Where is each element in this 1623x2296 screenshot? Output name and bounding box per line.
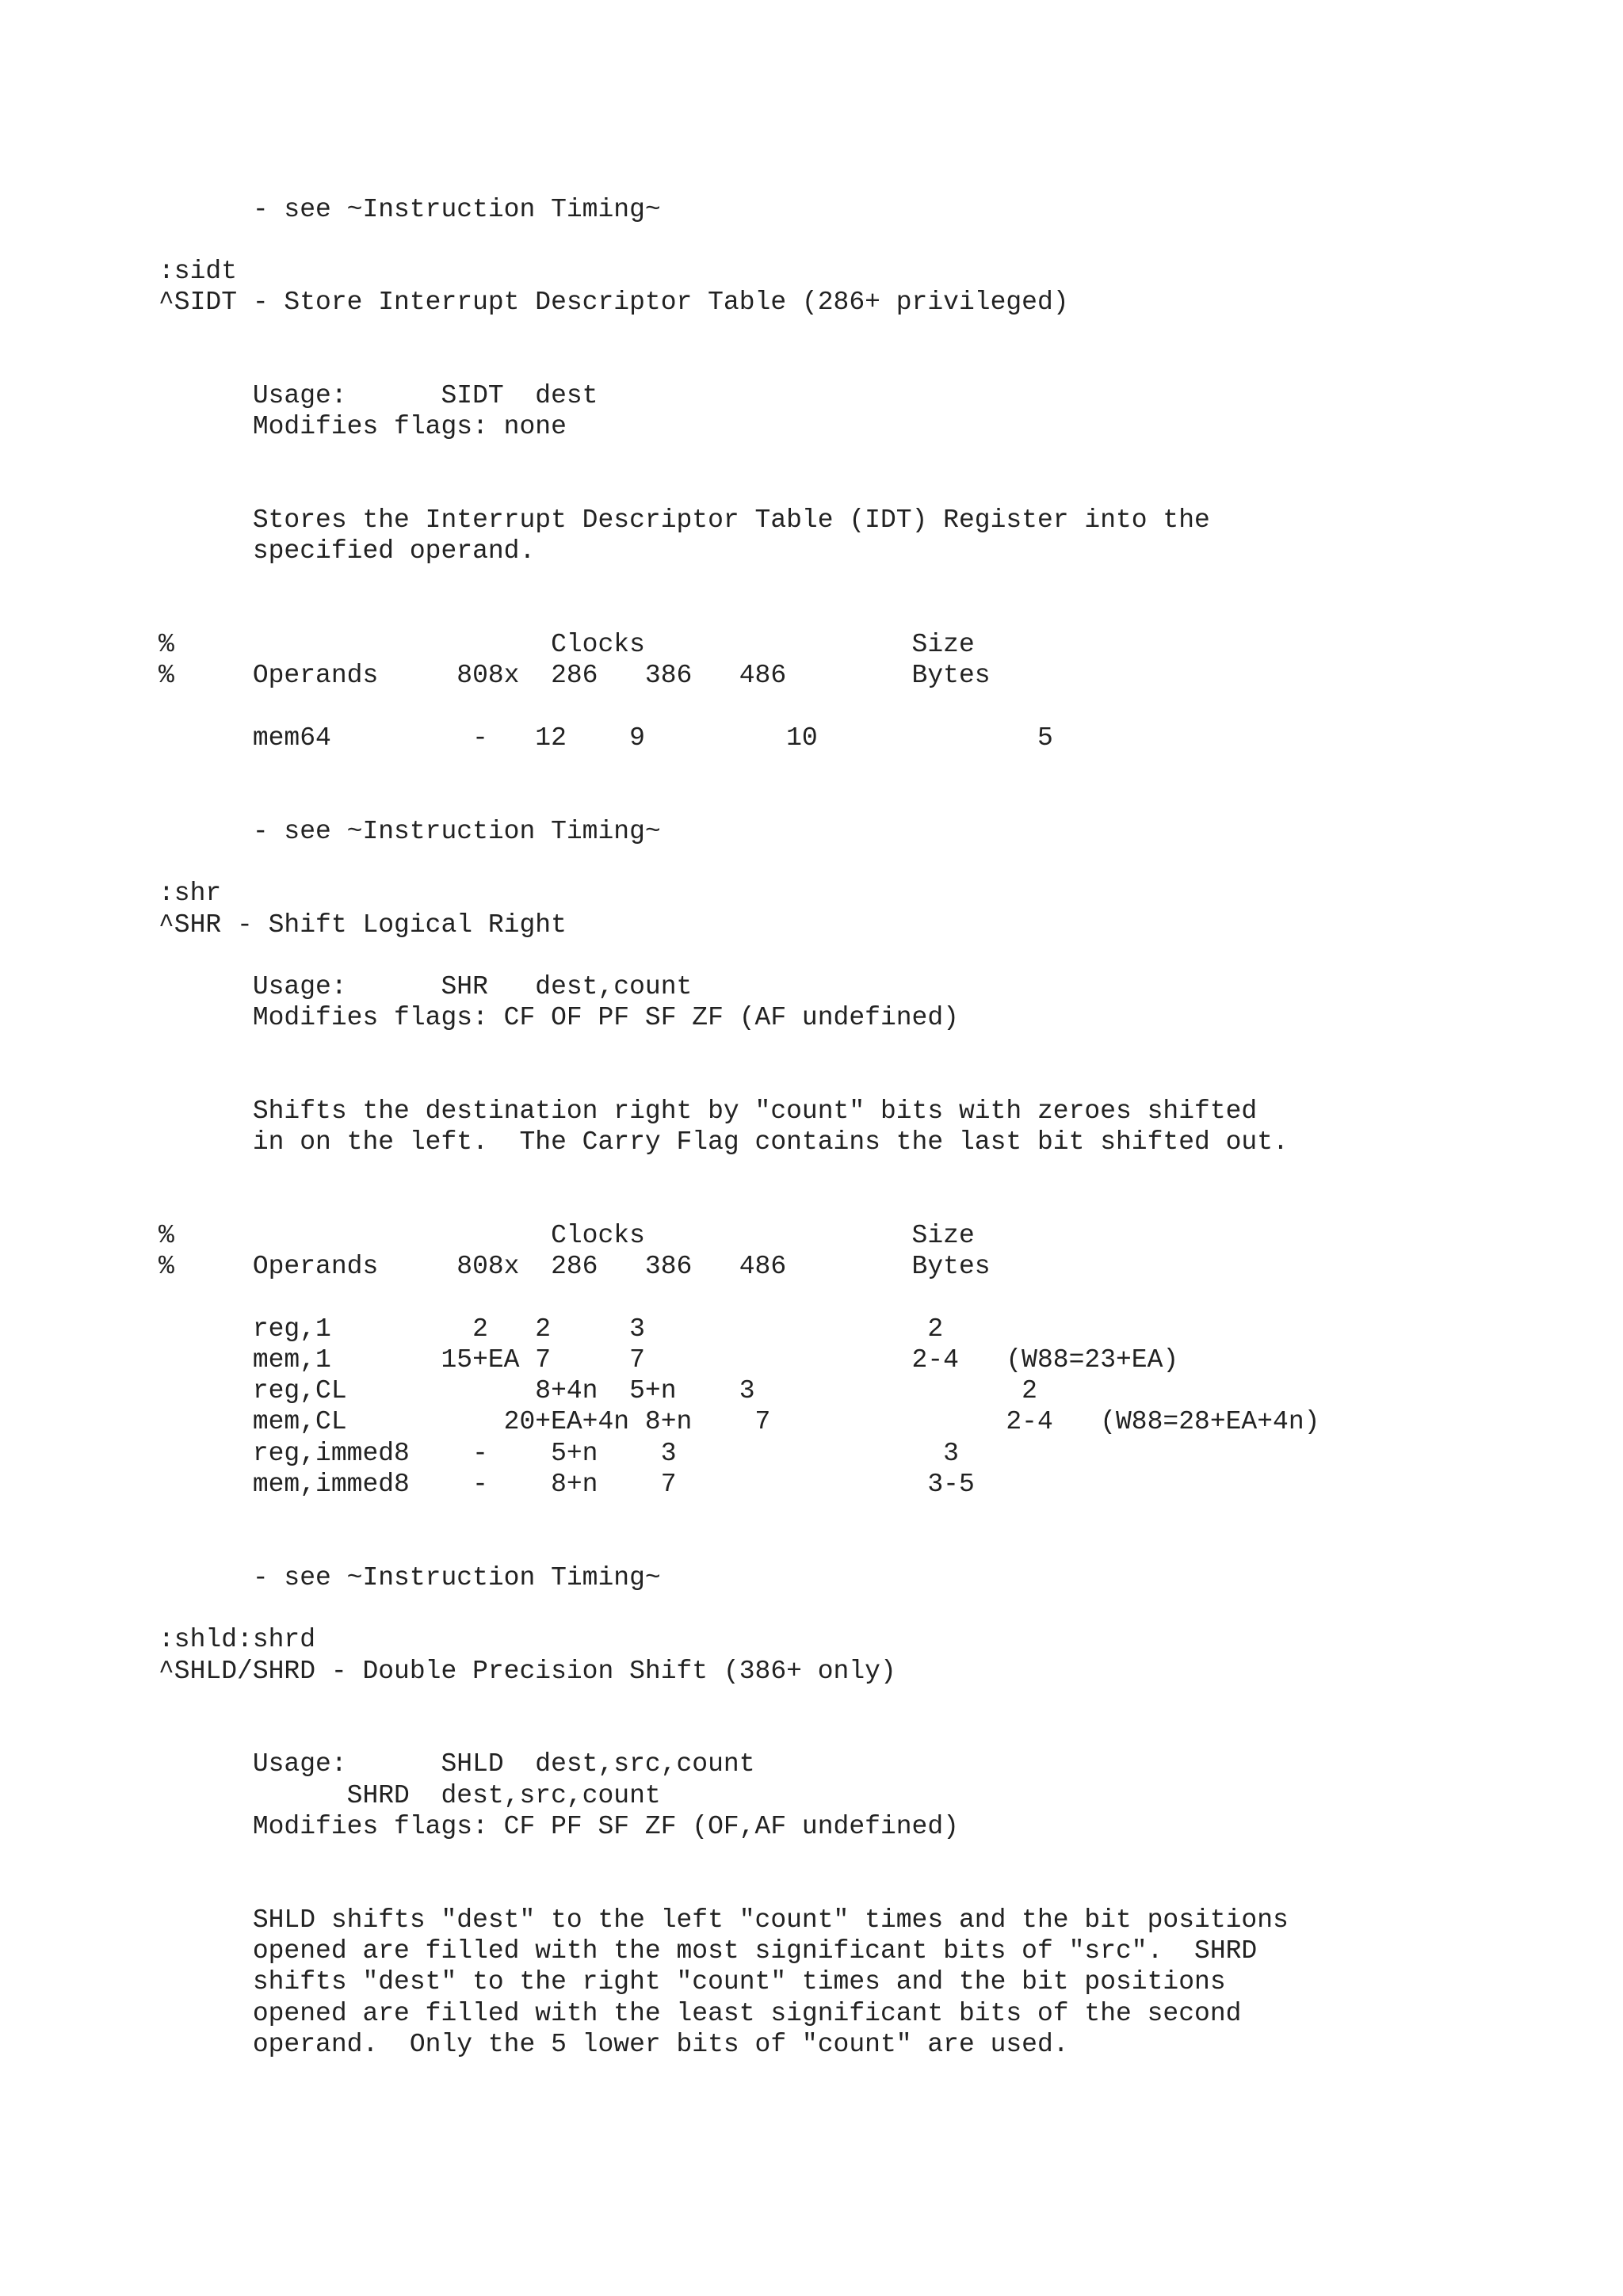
timing-row-shr-memcl: mem,CL 20+EA+4n 8+n 7 2-4 (W88=28+EA+4n): [158, 1407, 1320, 1436]
description-shld-5: operand. Only the 5 lower bits of "count" are used.: [158, 2030, 1069, 2059]
description-shld-4: opened are filled with the least significant bits of the second: [158, 1999, 1242, 2028]
flags-sidt: Modifies flags: none: [158, 412, 567, 441]
see-also-timing-1: - see ~Instruction Timing~: [158, 195, 661, 224]
timing-row-shr-reg1: reg,1 2 2 3 2: [158, 1314, 944, 1344]
heading-sidt: ^SIDT - Store Interrupt Descriptor Table (286+ privileged): [158, 288, 1069, 317]
topic-tag-shld-shrd: :shld:shrd: [158, 1625, 316, 1654]
description-sidt-1: Stores the Interrupt Descriptor Table (IDT) Register into the: [158, 505, 1210, 535]
description-shld-3: shifts "dest" to the right "count" times and the bit positions: [158, 1967, 1226, 1997]
flags-shld-shrd: Modifies flags: CF PF SF ZF (OF,AF undefined): [158, 1812, 959, 1841]
heading-shr: ^SHR - Shift Logical Right: [158, 910, 567, 940]
description-sidt-2: specified operand.: [158, 536, 536, 566]
timing-row-shr-mem1: mem,1 15+EA 7 7 2-4 (W88=23+EA): [158, 1345, 1179, 1375]
timing-row-shr-regimmed8: reg,immed8 - 5+n 3 3: [158, 1439, 959, 1468]
timing-row-sidt-mem64: mem64 - 12 9 10 5: [158, 723, 1053, 753]
description-shld-2: opened are filled with the most significant bits of "src". SHRD: [158, 1936, 1258, 1966]
description-shld-1: SHLD shifts "dest" to the left "count" times and the bit positions: [158, 1905, 1289, 1935]
timing-row-shr-memimmed8: mem,immed8 - 8+n 7 3-5: [158, 1470, 975, 1499]
timing-row-shr-regcl: reg,CL 8+4n 5+n 3 2: [158, 1376, 1037, 1405]
usage-shr: Usage: SHR dest,count: [158, 972, 693, 1001]
topic-tag-sidt: :sidt: [158, 257, 238, 286]
flags-shr: Modifies flags: CF OF PF SF ZF (AF undefined): [158, 1003, 959, 1032]
timing-header-sidt-2: % Operands 808x 286 386 486 Bytes: [158, 661, 991, 690]
description-shr-2: in on the left. The Carry Flag contains the last bit shifted out.: [158, 1127, 1289, 1157]
see-also-timing-3: - see ~Instruction Timing~: [158, 1563, 661, 1592]
usage-shld: Usage: SHLD dest,src,count: [158, 1749, 755, 1779]
usage-sidt: Usage: SIDT dest: [158, 381, 598, 410]
timing-header-sidt-1: % Clocks Size: [158, 630, 975, 659]
description-shr-1: Shifts the destination right by "count" bits with zeroes shifted: [158, 1097, 1258, 1126]
heading-shld-shrd: ^SHLD/SHRD - Double Precision Shift (386+ only): [158, 1657, 896, 1686]
usage-shrd: SHRD dest,src,count: [158, 1781, 661, 1810]
timing-header-shr-2: % Operands 808x 286 386 486 Bytes: [158, 1252, 991, 1281]
topic-tag-shr: :shr: [158, 879, 222, 908]
timing-header-shr-1: % Clocks Size: [158, 1221, 975, 1250]
see-also-timing-2: - see ~Instruction Timing~: [158, 817, 661, 846]
